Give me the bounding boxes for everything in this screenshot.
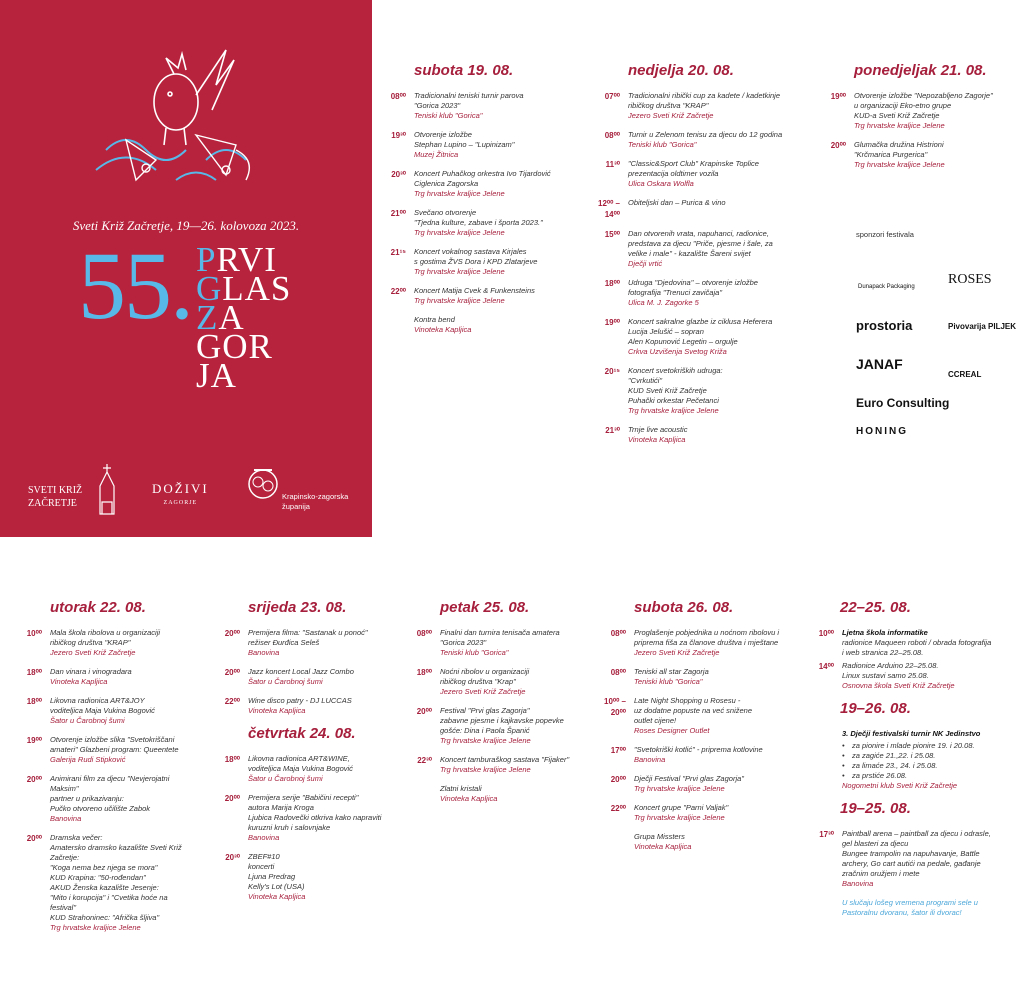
event-time: 11³⁰: [605, 160, 620, 169]
sponsor-piljek: Pivovarija PILJEK: [948, 322, 1017, 331]
event-description: Dramska večer:: [50, 833, 103, 842]
event-description: Mala škola ribolova u organizaciji: [50, 628, 161, 637]
event-description: Grupa Missters: [634, 832, 685, 841]
event: [592, 628, 802, 658]
event: [8, 774, 208, 824]
event-description: Koncert Matija Cvek & Funkensteins: [414, 286, 535, 295]
event-location: Vinoteka Kapljica: [440, 794, 498, 803]
event: 3. Dječji festivalski turnir NK Jedinstvo • za pionire i mlade pionire 19. i 20.08. • za zagiće 21.,22. i 25.08. • za limaće 23., 24. i 25.08. • za prstiće 26.08. Nogometni klub Sveti Križ Začretje: [800, 729, 1020, 791]
event-description: Svečano otvorenje: [414, 208, 477, 217]
day-heading: ponedjeljak 21. 08.: [854, 62, 987, 79]
event-location: Trg hrvatske kraljice Jelene: [440, 736, 531, 745]
festival-place-dates: Sveti Križ Začretje, 19—26. kolovoza 2023.: [72, 218, 300, 233]
event-location: Jezero Sveti Križ Začretje: [628, 111, 714, 120]
event: [8, 667, 208, 687]
event-description: "Krčmarica Purgerica": [854, 150, 928, 159]
event-description: "Cvrkutići": [628, 376, 663, 385]
day-heading: srijeda 23. 08.: [248, 599, 347, 616]
event-time: 08⁰⁰: [610, 668, 626, 677]
event-description: "Tjedna kulture, zabave i športa 2023.": [414, 218, 543, 227]
event-description: Stephan Lupino – "Lupinizam": [414, 140, 515, 149]
event-time: 20⁰⁰: [224, 668, 240, 677]
event-description: festival": [50, 903, 77, 912]
event-location: Teniski klub "Gorica": [628, 140, 697, 149]
event-description: Koncert Puhačkog orkestra Ivo Tijardović: [414, 169, 551, 178]
event-description: Likovna radionica ART&JOY: [50, 696, 145, 705]
event-description: Noćni ribolov u organizaciji: [440, 667, 530, 676]
logo-county: Krapinsko-zagorska županija: [282, 492, 349, 511]
day-column-wednesday-23: [206, 599, 406, 911]
event-location: Vinoteka Kapljica: [414, 325, 472, 334]
event-location: Trg hrvatske kraljice Jelene: [854, 121, 945, 130]
event-time: 19³⁰: [391, 131, 406, 140]
event-description: Animirani film za djecu "Nevjerojatni: [50, 774, 170, 783]
sponsors-label: sponzori festivala: [856, 230, 914, 239]
event-description: ZBEF#10: [248, 852, 280, 861]
event-location: Vinoteka Kapljica: [248, 706, 306, 715]
event-description: Jazz koncert Local Jazz Combo: [248, 667, 354, 676]
event-description: Premijera serije "Babičini recepti": [248, 793, 359, 802]
event-location: Šator u Čarobnoj šumi: [50, 716, 125, 725]
event-location: Šator u Čarobnoj šumi: [248, 774, 323, 783]
event-location: Trg hrvatske kraljice Jelene: [414, 189, 505, 198]
event-time: 19⁰⁰: [604, 318, 620, 327]
festival-title: PRVI GLAS ZA GOR JA: [196, 240, 292, 395]
event-location: Ulica M. J. Zagorke 5: [628, 298, 699, 307]
event-description: fotografija "Trenuci zavičaja": [628, 288, 722, 297]
event-location: Trg hrvatske kraljice Jelene: [854, 160, 945, 169]
sponsor-roses: ROSES: [948, 272, 992, 287]
event: [206, 793, 406, 843]
cover-panel: [0, 0, 372, 537]
event-description: priprema fiša za članove društva i mještane: [634, 638, 779, 647]
event: [586, 366, 810, 416]
event: 17³⁰ Paintball arena – paintball za djecu i odrasle, gel blasteri za djecu Bungee trampolin na napuhavanje, Battle archery, Go cart autići na pedale, gađanje zračnim oružjem i mete Banovina: [819, 829, 991, 888]
event-description: "Gorica 2023": [440, 638, 487, 647]
event-description: Amatersko dramsko kazalište Sveti Križ: [50, 843, 182, 852]
day-column-monday-21: [812, 62, 1022, 179]
day-heading: 19–26. 08.: [840, 700, 911, 717]
day-heading: utorak 22. 08.: [50, 599, 146, 616]
event-description: Teniski all star Zagorja: [634, 667, 709, 676]
event: [372, 169, 596, 199]
event-description: ribičkog društva "KRAP": [628, 101, 709, 110]
event: [592, 667, 802, 687]
event-description: u organizaciji Eko-etno grupe: [854, 101, 952, 110]
event-description: Pučko otvoreno učilište Zabok: [50, 804, 151, 813]
event-location: Trg hrvatske kraljice Jelene: [414, 267, 505, 276]
event-description: gošće: Dina i Paola Španić: [440, 726, 530, 735]
event-time: 20³⁰: [225, 853, 240, 862]
event: [372, 286, 596, 306]
event: [398, 706, 598, 746]
event-time: [398, 784, 440, 804]
event-time: 12⁰⁰ – 14⁰⁰: [598, 199, 620, 219]
event-description: Koncert vokalnog sastava Kirjales: [414, 247, 527, 256]
event-description: "Koga nema bez njega se mora": [50, 863, 158, 872]
event-time: 18⁰⁰: [416, 668, 432, 677]
event-location: Banovina: [248, 648, 280, 657]
event-location: Vinoteka Kapljica: [634, 842, 692, 851]
event-description: Tradicionalni teniski turnir parova: [414, 91, 524, 100]
event-description: ribičkog društva "KRAP": [50, 638, 131, 647]
event-time: 20⁰⁰: [830, 141, 846, 150]
event-time: 18⁰⁰: [26, 668, 42, 677]
event: 10⁰⁰ Ljetna škola informatike radionice Maqueen roboti / obrada fotografija i web stranica 22–25.08.: [818, 628, 992, 657]
event-time: 21³⁰: [605, 426, 620, 435]
event-time: 20⁰⁰: [26, 834, 42, 843]
church-icon: [92, 462, 122, 518]
event-description: Trnje live acoustic: [628, 425, 688, 434]
day-heading: petak 25. 08.: [440, 599, 530, 616]
event-time: 20³⁰: [391, 170, 406, 179]
event: [372, 208, 596, 238]
event-description: AKUD Ženska kazalište Jesenje:: [50, 883, 159, 892]
multi-day-column: [800, 599, 1020, 927]
event-description: Premijera filma: "Sastanak u ponoć": [248, 628, 368, 637]
event-time: 10⁰⁰: [26, 629, 42, 638]
event-time: 20⁰⁰: [224, 794, 240, 803]
event-description: "Mito i korupcija" i "Cvetika hoće na: [50, 893, 168, 902]
event-location: Vinoteka Kapljica: [248, 892, 306, 901]
sponsor-dunapack: Dunapack Packaging: [858, 284, 915, 290]
event: [586, 159, 810, 189]
event-description: Likovna radionica ART&WINE,: [248, 754, 350, 763]
event-time: 08⁰⁰: [604, 131, 620, 140]
event-time: 07⁰⁰: [604, 92, 620, 101]
event-description: Otvorenje izložbe "Nepozabljeno Zagorje": [854, 91, 993, 100]
bird-music-illustration: [86, 40, 286, 200]
event-description: Puhački orkestar Pečetanci: [628, 396, 719, 405]
day-column-sunday-20: [586, 62, 810, 454]
event-description: Festival "Prvi glas Zagorja": [440, 706, 530, 715]
event-time: 21⁰⁰: [390, 209, 406, 218]
event-description: Zlatni kristali: [440, 784, 482, 793]
event-location: Jezero Sveti Križ Začretje: [50, 648, 136, 657]
event-time: 22³⁰: [417, 756, 432, 765]
event-description: Dan otvorenih vrata, napuhanci, radionice,: [628, 229, 769, 238]
event-location: Vinoteka Kapljica: [50, 677, 108, 686]
event: [8, 628, 208, 658]
event: [398, 784, 598, 804]
event: 14⁰⁰ Radionice Arduino 22–25.08. Linux sustavi samo 25.08. Osnovna škola Sveti Križ Začretje: [818, 661, 955, 690]
event-description: Maksim": [50, 784, 79, 793]
event-description: Glumačka družina Histrioni: [854, 140, 944, 149]
day-heading: subota 19. 08.: [414, 62, 514, 79]
event-time: 18⁰⁰: [604, 279, 620, 288]
event-description: voditeljica Maja Vukina Bogović: [248, 764, 353, 773]
event: [8, 735, 208, 765]
event-description: predstava za djecu "Priče, pjesme i šale, za: [628, 239, 773, 248]
event-description: Koncert grupe "Parni Valjak": [634, 803, 729, 812]
event-time: 15⁰⁰: [604, 230, 620, 239]
event-time: 20⁰⁰: [26, 775, 42, 784]
event-description: Dan vinara i vinogradara: [50, 667, 132, 676]
event-time: 08⁰⁰: [390, 92, 406, 101]
event-description: Late Night Shopping u Rosesu -: [634, 696, 741, 705]
event-description: Udruga "Djedovina" – otvorenje izložbe: [628, 278, 758, 287]
event-location: Banovina: [634, 755, 666, 764]
event: [372, 247, 596, 277]
day-column-friday-25: [398, 599, 598, 813]
day-heading: 22–25. 08.: [840, 599, 911, 616]
event: [8, 833, 208, 933]
day-heading: subota 26. 08.: [634, 599, 734, 616]
event: [812, 140, 1022, 170]
event: [592, 803, 802, 823]
event: [592, 832, 802, 852]
event-description: "Gorica 2023": [414, 101, 461, 110]
event-description: Proglašenje pobjednika u noćnom ribolovu i: [634, 628, 780, 637]
event-location: Teniski klub "Gorica": [634, 677, 703, 686]
day-heading: nedjelja 20. 08.: [628, 62, 734, 79]
event-description: Alen Kopunović Legetin – orgulje: [628, 337, 738, 346]
event-location: Ulica Oskara Wolfla: [628, 179, 694, 188]
event-location: Dječji vrtić: [628, 259, 663, 268]
event-description: Kelly's Lot (USA): [248, 882, 305, 891]
event-location: Trg hrvatske kraljice Jelene: [414, 228, 505, 237]
event-location: Trg hrvatske kraljice Jelene: [414, 296, 505, 305]
event: [372, 315, 596, 335]
event-time: 08⁰⁰: [610, 629, 626, 638]
event-description: "Svetokriški kotlić" - priprema kotlovine: [634, 745, 763, 754]
event-description: autora Marija Kroga: [248, 803, 314, 812]
day-column-saturday-26: [592, 599, 802, 861]
event-time: 17⁰⁰: [610, 746, 626, 755]
event-location: Banovina: [248, 833, 280, 842]
sponsors-block: [856, 230, 1016, 275]
event-time: 20⁰⁰: [610, 775, 626, 784]
event: [398, 755, 598, 775]
event-time: 20⁰⁰: [224, 629, 240, 638]
event-description: Otvorenje izložbe slika "Svetokriščani: [50, 735, 175, 744]
event-description: ribičkog društva "Krap": [440, 677, 516, 686]
county-crest-icon: [246, 464, 280, 502]
event-description: Obiteljski dan – Purica & vino: [628, 198, 726, 207]
event-description: Wine disco patry - DJ LUCCAS: [248, 696, 352, 705]
event-description: Kontra bend: [414, 315, 455, 324]
event-description: zabavne pjesme i kajkavske popevke: [440, 716, 564, 725]
event: [812, 91, 1022, 131]
event-description: Ljuna Predrag: [248, 872, 296, 881]
event-description: Dječji Festival "Prvi glas Zagorja": [634, 774, 744, 783]
event-time: 21¹⁵: [390, 248, 406, 257]
event-time: 08⁰⁰: [416, 629, 432, 638]
event-description: "Classic&Sport Club" Krapinske Toplice: [628, 159, 759, 168]
sponsor-janaf: JANAF: [856, 356, 903, 372]
event-description: Koncert svetokriških udruga:: [628, 366, 723, 375]
event-description: s gostima ŽVS Dora i KPD Zlatarjeve: [414, 257, 538, 266]
event-description: Finalni dan turnira tenisača amatera: [440, 628, 560, 637]
event-time: 22⁰⁰: [224, 697, 240, 706]
event: [592, 774, 802, 794]
event-time: 22⁰⁰: [610, 804, 626, 813]
event-location: Trg hrvatske kraljice Jelene: [440, 765, 531, 774]
event-description: partner u prikazivanju:: [50, 794, 124, 803]
sponsor-ccreal: CCREAL: [948, 370, 982, 379]
event: [398, 628, 598, 658]
event-location: Trg hrvatske kraljice Jelene: [628, 406, 719, 415]
event-time: 18⁰⁰: [224, 755, 240, 764]
event-location: Teniski klub "Gorica": [440, 648, 509, 657]
event: [206, 852, 406, 902]
event: [372, 91, 596, 121]
event: [8, 696, 208, 726]
event: [592, 696, 802, 736]
event-description: Turnir u Zelenom tenisu za djecu do 12 godina: [628, 130, 783, 139]
event: [372, 130, 596, 160]
event-description: Ciglenica Zagorska: [414, 179, 479, 188]
event: [206, 696, 406, 716]
event: [592, 745, 802, 765]
day-heading: četvrtak 24. 08.: [248, 725, 356, 742]
event-time: 19⁰⁰: [830, 92, 846, 101]
event-description: KUD Strahoninec: "Afrička šljiva": [50, 913, 160, 922]
event-location: Trg hrvatske kraljice Jelene: [634, 784, 725, 793]
event-location: Galerija Rudi Stipković: [50, 755, 126, 764]
event-description: KUD Krapina: "50-rođendan": [50, 873, 146, 882]
event-location: Jezero Sveti Križ Začretje: [634, 648, 720, 657]
event-location: Teniski klub "Gorica": [414, 111, 483, 120]
festival-edition-number: 55.: [78, 232, 192, 339]
event-description: outlet cijene!: [634, 716, 677, 725]
event: [206, 667, 406, 687]
event: [398, 667, 598, 697]
event-description: Otvorenje izložbe: [414, 130, 472, 139]
event-time: 20¹⁵: [604, 367, 620, 376]
event-location: Šator u Čarobnoj šumi: [248, 677, 323, 686]
event: [586, 278, 810, 308]
event-time: 20⁰⁰: [416, 707, 432, 716]
bad-weather-note: U slučaju lošeg vremena programi sele u Pastoralnu dvoranu, šator ili dvorac!: [842, 898, 978, 917]
sponsor-honing: HONING: [856, 426, 908, 437]
event: [586, 198, 810, 220]
event: [206, 754, 406, 784]
event-time: 19⁰⁰: [26, 736, 42, 745]
event: [586, 317, 810, 357]
event-description: režiser Đurđica Seleš: [248, 638, 320, 647]
event-description: prezentacija oldtimer vozila: [628, 169, 719, 178]
event-description: Ljubica Radovečki otkriva kako napraviti: [248, 813, 382, 822]
event-location: Trg hrvatske kraljice Jelene: [50, 923, 141, 932]
event: [206, 628, 406, 658]
event: [586, 130, 810, 150]
sponsor-prostoria: prostoria: [856, 318, 913, 333]
event-description: koncerti: [248, 862, 275, 871]
event-time: 22⁰⁰: [390, 287, 406, 296]
day-column-saturday-19: [372, 62, 596, 344]
event-time: [592, 832, 634, 852]
day-heading: 19–25. 08.: [840, 800, 911, 817]
event-location: Roses Designer Outlet: [634, 726, 710, 735]
event-description: voditeljica Maja Vukina Bogović: [50, 706, 155, 715]
event-time: [372, 315, 414, 335]
event-description: Koncert tamburaškog sastava "Fijaker": [440, 755, 570, 764]
event-description: Lucija Jelušić – sopran: [628, 327, 704, 336]
logo-dozivi-zagorje: DOŽIVI ZAGORJE: [152, 481, 209, 506]
event-location: Vinoteka Kapljica: [628, 435, 686, 444]
event-description: Koncert sakralne glazbe iz ciklusa Heferera: [628, 317, 773, 326]
event-description: KUD-a Sveti Križ Začretje: [854, 111, 940, 120]
day-column-tuesday-22: [8, 599, 208, 942]
event-location: Jezero Sveti Križ Začretje: [440, 687, 526, 696]
event-location: Banovina: [50, 814, 82, 823]
logo-sveti-kriz: SVETI KRIŽ ZAČRETJE: [28, 485, 83, 509]
event: [586, 229, 810, 269]
event: [586, 91, 810, 121]
event-description: uz dodatne popuste na već snižene: [634, 706, 753, 715]
event: [586, 425, 810, 445]
event-description: Tradicionalni ribički cup za kadete / kadetkinje: [628, 91, 781, 100]
event-description: Začretje:: [50, 853, 80, 862]
sponsor-euro-consulting: Euro Consulting: [856, 396, 950, 410]
event-description: KUD Sveti Križ Začretje: [628, 386, 707, 395]
event-time: 18⁰⁰: [26, 697, 42, 706]
event-description: amateri" Glazbeni program: Queentete: [50, 745, 179, 754]
event-description: velike i male" - kazalište Šareni svijet: [628, 249, 751, 258]
event-description: kuruzni kruh i salovnjake: [248, 823, 331, 832]
event-time: 10⁰⁰ – 20⁰⁰: [604, 697, 626, 717]
event-location: Crkva Uzvišenja Svetog Križa: [628, 347, 727, 356]
event-location: Trg hrvatske kraljice Jelene: [634, 813, 725, 822]
event-location: Muzej Žitnica: [414, 150, 459, 159]
